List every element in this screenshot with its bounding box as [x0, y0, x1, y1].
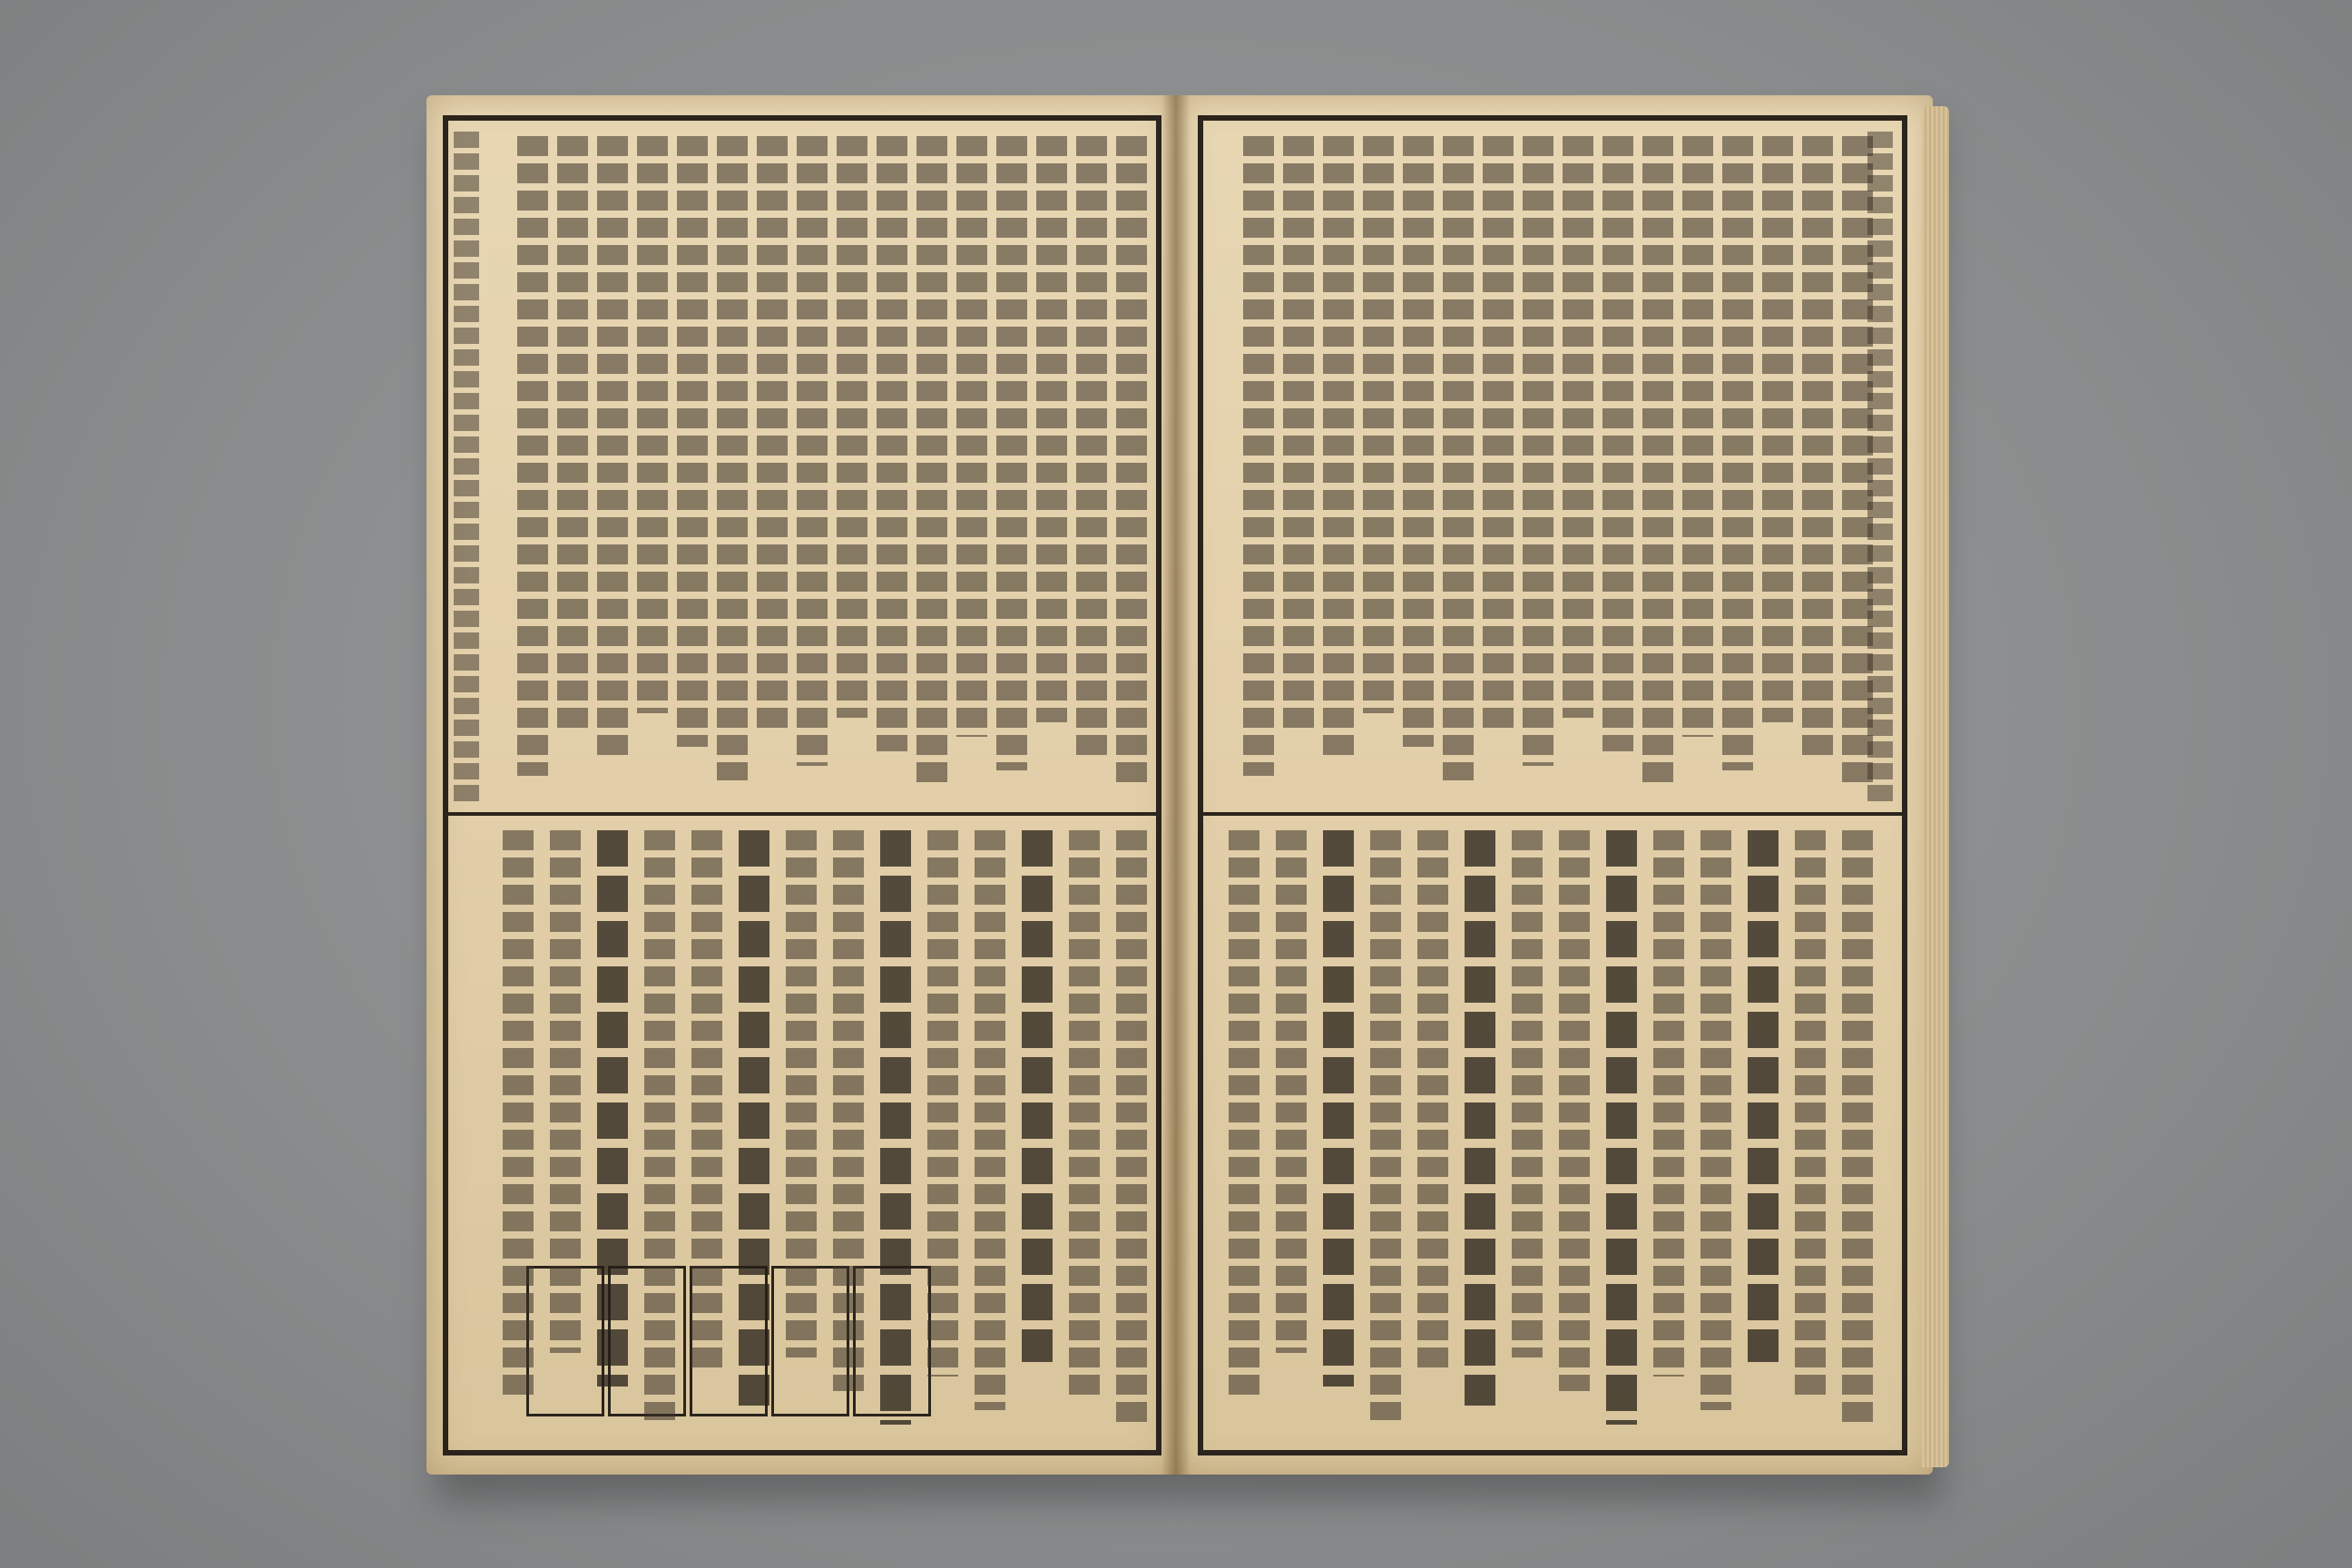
text-column-ink [877, 136, 907, 751]
text-column [1722, 136, 1753, 770]
text-column-ink [1116, 136, 1147, 789]
text-column-ink [1842, 136, 1873, 789]
text-column [1512, 830, 1543, 1357]
text-column-ink [1602, 136, 1633, 751]
text-column [1069, 830, 1100, 1396]
text-column-ink [797, 136, 828, 766]
text-column [1563, 136, 1593, 718]
page-edges [1922, 106, 1949, 1467]
text-column [1842, 830, 1873, 1429]
text-column-ink [1076, 136, 1107, 756]
text-column [1036, 136, 1067, 722]
text-column-ink [1276, 830, 1307, 1353]
text-column [597, 830, 639, 1387]
text-column [717, 136, 748, 780]
text-column-ink [739, 830, 769, 1406]
text-column [1417, 830, 1448, 1372]
text-column-ink [757, 136, 788, 732]
text-column [691, 830, 722, 1372]
text-column [1523, 136, 1553, 766]
text-column-ink [1443, 136, 1474, 780]
text-column-ink [644, 830, 675, 1420]
text-column-ink [880, 830, 911, 1425]
text-column [927, 830, 958, 1377]
text-column [1022, 830, 1063, 1362]
text-column [1370, 830, 1401, 1420]
text-column [677, 136, 708, 747]
text-column [1243, 136, 1274, 776]
text-column-ink [677, 136, 708, 747]
text-column-ink [1682, 136, 1713, 737]
text-column [837, 136, 867, 718]
text-column-ink [1229, 830, 1259, 1401]
text-column-ink [1653, 830, 1684, 1377]
text-column [1602, 136, 1633, 751]
text-column-ink [1323, 830, 1354, 1387]
text-column [1363, 136, 1394, 713]
text-column-ink [1243, 136, 1274, 776]
text-column [1642, 136, 1673, 785]
text-column [757, 136, 788, 732]
text-column [739, 830, 780, 1406]
text-column [637, 136, 668, 713]
book-gutter [1161, 95, 1191, 1475]
text-column-ink [786, 830, 817, 1357]
text-column-ink [1512, 830, 1543, 1357]
text-column-ink [1370, 830, 1401, 1420]
text-column [1076, 136, 1107, 756]
text-column-ink [916, 136, 947, 785]
text-column [880, 830, 922, 1425]
text-column-ink [996, 136, 1027, 770]
text-column [597, 136, 628, 761]
text-column [1700, 830, 1731, 1410]
text-column [975, 830, 1005, 1410]
text-column-ink [597, 830, 628, 1387]
text-column-ink [1842, 830, 1873, 1429]
text-column-ink [717, 136, 748, 780]
text-column [996, 136, 1027, 770]
text-column [1795, 830, 1826, 1396]
text-column-ink [1700, 830, 1731, 1410]
text-column [644, 830, 675, 1420]
text-column-ink [927, 830, 958, 1377]
text-column-ink [1417, 830, 1448, 1372]
text-column [1483, 136, 1514, 732]
text-column [786, 830, 817, 1357]
text-column-ink [1795, 830, 1826, 1396]
text-column [1403, 136, 1434, 747]
open-book [426, 95, 1933, 1484]
text-column-ink [975, 830, 1005, 1410]
text-column-ink [1069, 830, 1100, 1396]
text-column [877, 136, 907, 751]
text-column [1762, 136, 1793, 722]
text-column [1323, 830, 1365, 1387]
text-column-ink [1363, 136, 1394, 713]
text-column [1443, 136, 1474, 780]
text-column [1283, 136, 1314, 728]
text-column-ink [1722, 136, 1753, 770]
text-column [1323, 136, 1354, 761]
text-column-ink [1465, 830, 1495, 1406]
text-column-ink [1323, 136, 1354, 761]
text-column [503, 830, 534, 1401]
text-column-ink [1802, 136, 1833, 756]
text-column-ink [833, 830, 864, 1391]
text-column [916, 136, 947, 785]
text-column-ink [1283, 136, 1314, 728]
text-column [1116, 136, 1147, 789]
text-column-ink [1116, 830, 1147, 1429]
left-section-divider [443, 812, 1156, 816]
text-column [1276, 830, 1307, 1353]
text-column [1559, 830, 1590, 1391]
text-column [956, 136, 987, 737]
text-column-ink [1642, 136, 1673, 785]
text-column [1606, 830, 1648, 1425]
text-column [1748, 830, 1789, 1362]
text-column-ink [517, 136, 548, 776]
text-column-ink [1606, 830, 1637, 1425]
text-column [1116, 830, 1147, 1429]
text-column [1653, 830, 1684, 1377]
text-column [557, 136, 588, 728]
text-column-ink [1036, 136, 1067, 722]
text-column-ink [557, 136, 588, 728]
text-column [1682, 136, 1713, 737]
text-column-ink [597, 136, 628, 761]
text-column-ink [1523, 136, 1553, 766]
text-column [1465, 830, 1506, 1406]
text-column [550, 830, 581, 1353]
left-folio-column [454, 132, 479, 803]
text-column-ink [1483, 136, 1514, 732]
text-column [797, 136, 828, 766]
text-column [1842, 136, 1873, 789]
text-column-ink [1022, 830, 1053, 1362]
text-column-ink [1559, 830, 1590, 1391]
text-column-ink [1762, 136, 1793, 722]
text-column-ink [637, 136, 668, 713]
text-column [1229, 830, 1259, 1401]
text-column [517, 136, 548, 776]
text-column [1802, 136, 1833, 756]
text-column-ink [550, 830, 581, 1353]
text-column-ink [1748, 830, 1779, 1362]
text-column-ink [1563, 136, 1593, 718]
text-column-ink [837, 136, 867, 718]
text-column-ink [691, 830, 722, 1372]
text-column-ink [503, 830, 534, 1401]
right-section-divider [1198, 812, 1902, 816]
text-column-ink [1403, 136, 1434, 747]
text-column [833, 830, 864, 1391]
text-column-ink [956, 136, 987, 737]
